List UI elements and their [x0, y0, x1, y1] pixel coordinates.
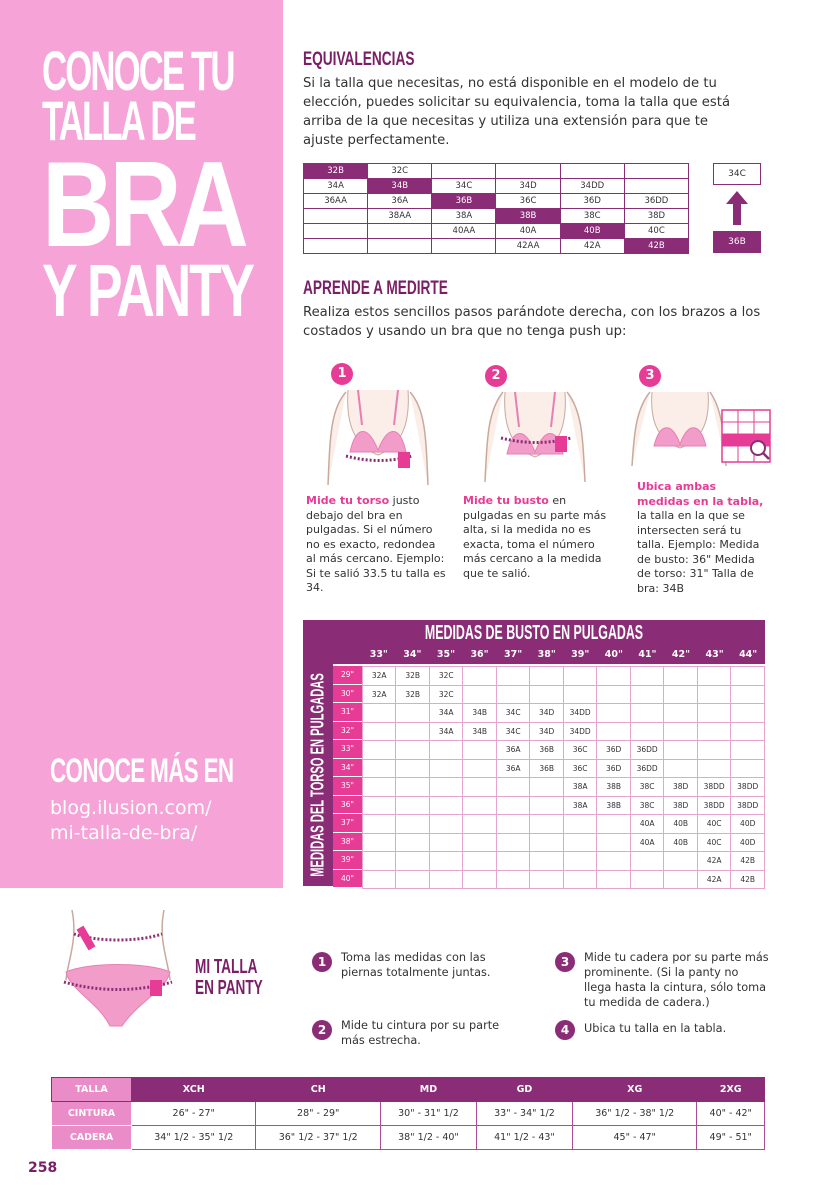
- torso-header-cell: 29": [333, 666, 362, 685]
- size-grid-cell: [530, 870, 563, 889]
- size-grid-cell: 32A: [363, 667, 396, 686]
- size-grid-cell: [363, 759, 396, 778]
- equivalence-row: [304, 209, 689, 224]
- equivalence-cell: 42B: [624, 239, 688, 254]
- size-grid-cell: [563, 833, 597, 852]
- equivalencias-title: EQUIVALENCIAS: [303, 49, 415, 70]
- size-grid-cell: 34C: [496, 704, 529, 723]
- equivalence-cell: 36DD: [624, 194, 688, 209]
- equivalence-cell: [496, 164, 560, 179]
- panty-title-line-1: MI TALLA: [195, 956, 258, 978]
- size-grid-cell: 38B: [597, 796, 630, 815]
- size-grid-cell: [363, 778, 396, 797]
- equivalence-cell: 38A: [432, 209, 496, 224]
- hero-line-1: CONOCE TU: [42, 39, 234, 102]
- step-2-rest: en pulgadas en su parte más alta, si la medida no es exacta, toma el número más cercano a la medida que te salió.: [463, 494, 607, 580]
- equivalence-cell: [624, 164, 688, 179]
- size-grid-cell: [697, 704, 731, 723]
- panty-step-3-text: Mide tu cadera por su parte más prominente. (Si la panty no llega hasta la cintura, sólo toma tu medida de cadera.): [584, 951, 769, 1009]
- aprende-text: Realiza estos sencillos pasos parándote derecha, con los brazos a los costados y usando un bra que no tenga push up:: [303, 305, 761, 339]
- size-grid-cell: [429, 815, 462, 834]
- bust-header-cell: 35": [436, 649, 456, 660]
- size-grid-cell: [664, 704, 697, 723]
- size-grid-cell: [664, 852, 697, 871]
- panty-cell: 26" - 27": [132, 1102, 256, 1126]
- size-grid-cell: 40C: [697, 815, 731, 834]
- size-grid-cell: [496, 685, 529, 704]
- size-grid-cell: [463, 833, 496, 852]
- bust-header-cell: 43": [705, 649, 724, 660]
- size-grid-cell: [530, 685, 563, 704]
- size-grid-cell: [396, 704, 429, 723]
- size-grid-cell: [530, 667, 563, 686]
- size-grid-cell: [597, 852, 630, 871]
- size-grid-row: [363, 852, 765, 871]
- bust-header-cell: 44": [739, 649, 758, 660]
- size-grid-cell: [429, 741, 462, 760]
- step-1-badge: 1: [331, 363, 353, 385]
- chart-side-header: [303, 664, 333, 886]
- size-grid-cell: 32A: [363, 685, 396, 704]
- equivalence-cell: 34DD: [560, 179, 624, 194]
- size-grid-cell: 42A: [697, 852, 731, 871]
- bust-header-cell: 37": [504, 649, 523, 660]
- bust-header-cell: 41": [638, 649, 657, 660]
- size-grid-cell: 40B: [664, 833, 697, 852]
- size-grid-cell: [363, 796, 396, 815]
- size-grid-cell: 36D: [597, 759, 630, 778]
- size-grid-row: [363, 685, 765, 704]
- equivalence-cell: 36AA: [304, 194, 368, 209]
- size-grid-cell: [396, 852, 429, 871]
- panty-cell: XG: [572, 1078, 696, 1102]
- size-grid-cell: [396, 833, 429, 852]
- panty-step-1-text: Toma las medidas con las piernas totalmente juntas.: [341, 951, 491, 979]
- panty-row-label: CADERA: [52, 1126, 132, 1150]
- equivalence-cell: 40AA: [432, 224, 496, 239]
- torso-header-cell: 36": [333, 796, 362, 815]
- panty-step-2-badge: 2: [312, 1020, 332, 1040]
- size-grid-cell: 34DD: [563, 722, 597, 741]
- size-grid-cell: [731, 685, 765, 704]
- equivalence-cell: 42AA: [496, 239, 560, 254]
- size-grid-cell: [563, 815, 597, 834]
- size-grid-cell: [363, 741, 396, 760]
- size-grid-cell: [563, 685, 597, 704]
- size-grid-cell: 38C: [630, 796, 664, 815]
- equivalence-cell: 34C: [432, 179, 496, 194]
- size-grid-cell: [530, 852, 563, 871]
- size-grid-cell: [731, 759, 765, 778]
- equivalence-cell: 40A: [496, 224, 560, 239]
- equivalence-cell: [432, 239, 496, 254]
- size-grid-cell: 40B: [664, 815, 697, 834]
- size-grid-cell: 34D: [530, 704, 563, 723]
- panty-cell: 34" 1/2 - 35" 1/2: [132, 1126, 256, 1150]
- bust-header-cell: 40": [604, 649, 623, 660]
- size-grid-cell: [597, 833, 630, 852]
- equivalence-table: [303, 163, 689, 254]
- panty-row-header: [52, 1078, 765, 1102]
- more-info-title: CONOCE MÁS EN: [50, 752, 234, 790]
- size-grid-cell: [396, 778, 429, 797]
- size-grid-cell: [697, 685, 731, 704]
- bust-header-cell: 39": [571, 649, 590, 660]
- size-grid-cell: [363, 870, 396, 889]
- size-grid-cell: [597, 722, 630, 741]
- torso-header-cell: 38": [333, 833, 362, 852]
- panty-cell: 38" 1/2 - 40": [380, 1126, 476, 1150]
- equivalence-cell: 40C: [624, 224, 688, 239]
- aprende-title: APRENDE A MEDIRTE: [303, 278, 448, 299]
- equivalence-cell: 34A: [304, 179, 368, 194]
- panty-title: [195, 957, 263, 999]
- size-grid-cell: [664, 722, 697, 741]
- size-grid-cell: [496, 852, 529, 871]
- size-grid-cell: 32C: [429, 667, 462, 686]
- step-2-badge: 2: [485, 365, 507, 387]
- size-grid-cell: [496, 778, 529, 797]
- panty-cell: CH: [256, 1078, 380, 1102]
- size-grid-cell: [463, 815, 496, 834]
- size-grid-cell: [396, 759, 429, 778]
- step-2-text: [463, 494, 608, 581]
- panty-cell: 49" - 51": [697, 1126, 765, 1150]
- equivalence-cell: [560, 164, 624, 179]
- panty-row-label: CINTURA: [52, 1102, 132, 1126]
- size-grid-cell: 36B: [530, 741, 563, 760]
- size-grid-cell: [597, 815, 630, 834]
- equivalence-cell: [304, 209, 368, 224]
- size-grid-cell: [396, 815, 429, 834]
- left-pink-panel: [0, 0, 283, 888]
- size-grid-cell: [429, 870, 462, 889]
- equivalence-example-top: 34C: [713, 163, 761, 185]
- size-grid-cell: [731, 741, 765, 760]
- size-grid-cell: 38DD: [697, 796, 731, 815]
- page-number: 258: [28, 1160, 58, 1176]
- hero-line-2: TALLA DE: [42, 89, 195, 152]
- torso-column: [333, 666, 362, 888]
- size-grid-cell: [630, 667, 664, 686]
- size-grid-cell: [429, 796, 462, 815]
- bust-header-cell: 33": [369, 649, 388, 660]
- step-3-highlight: Ubica ambas medidas en la tabla,: [637, 480, 764, 508]
- panty-row-cadera: [52, 1126, 765, 1150]
- size-grid-cell: 32B: [396, 685, 429, 704]
- size-grid-cell: [664, 667, 697, 686]
- size-grid-row: [363, 870, 765, 889]
- size-grid-row: [363, 815, 765, 834]
- step-3-badge: 3: [639, 365, 661, 387]
- size-grid-cell: [463, 741, 496, 760]
- equivalence-row: [304, 194, 689, 209]
- size-grid-cell: [563, 870, 597, 889]
- bust-header-cell: 36": [470, 649, 489, 660]
- size-grid-cell: [697, 741, 731, 760]
- size-grid-cell: 34D: [530, 722, 563, 741]
- panty-measure-illustration-icon: [58, 910, 178, 1030]
- size-grid-cell: [429, 852, 462, 871]
- size-grid-cell: [530, 833, 563, 852]
- size-grid-cell: 38DD: [731, 796, 765, 815]
- size-grid-cell: 40A: [630, 815, 664, 834]
- step-1-highlight: Mide tu torso: [306, 494, 390, 507]
- size-grid-cell: [363, 852, 396, 871]
- panty-cell: 45" - 47": [572, 1126, 696, 1150]
- size-grid-row: [363, 796, 765, 815]
- bust-header-cell: 34": [403, 649, 422, 660]
- size-grid-cell: [530, 778, 563, 797]
- equivalence-cell: [368, 224, 432, 239]
- size-grid-cell: [697, 759, 731, 778]
- size-grid-cell: [731, 704, 765, 723]
- hero-line-3: BRA: [42, 136, 244, 272]
- panty-step-2-text: Mide tu cintura por su parte más estrecha.: [341, 1019, 500, 1047]
- equivalence-cell: 38B: [496, 209, 560, 224]
- size-grid-cell: [630, 722, 664, 741]
- size-grid-cell: [396, 741, 429, 760]
- size-grid-cell: [664, 741, 697, 760]
- size-grid-cell: [630, 870, 664, 889]
- panty-row-label: TALLA: [52, 1078, 132, 1102]
- size-grid-cell: 36D: [597, 741, 630, 760]
- chart-side-title: MEDIDAS DEL TORSO EN PULGADAS: [307, 673, 328, 877]
- equivalence-cell: 42A: [560, 239, 624, 254]
- step-3-text: [637, 480, 769, 596]
- panty-cell: GD: [476, 1078, 572, 1102]
- bust-header-cell: 42": [671, 649, 691, 660]
- size-grid-row: [363, 741, 765, 760]
- size-grid-cell: [363, 833, 396, 852]
- torso-header-cell: 31": [333, 703, 362, 722]
- panty-cell: MD: [380, 1078, 476, 1102]
- size-grid-row: [363, 667, 765, 686]
- panty-step-4-text: Ubica tu talla en la tabla.: [584, 1022, 727, 1035]
- equivalence-cell: [432, 164, 496, 179]
- size-grid-cell: 42B: [731, 852, 765, 871]
- panty-cell: 2XG: [697, 1078, 765, 1102]
- torso-header-cell: 30": [333, 685, 362, 704]
- equivalence-cell: 34D: [496, 179, 560, 194]
- table-lookup-illustration-icon: [626, 374, 774, 466]
- size-grid-cell: 36B: [530, 759, 563, 778]
- equivalence-cell: 40B: [560, 224, 624, 239]
- blog-link-line-1: blog.ilusion.com/: [50, 797, 212, 819]
- size-grid-cell: [697, 722, 731, 741]
- size-grid-cell: [530, 815, 563, 834]
- size-grid-cell: [429, 833, 462, 852]
- bust-measure-illustration-icon: [475, 372, 595, 482]
- size-grid-cell: 38DD: [697, 778, 731, 797]
- size-grid-cell: [463, 852, 496, 871]
- size-grid-cell: 34A: [429, 704, 462, 723]
- size-grid-cell: 34B: [463, 704, 496, 723]
- size-grid-cell: [429, 759, 462, 778]
- torso-header-cell: 37": [333, 814, 362, 833]
- size-grid-cell: 42B: [731, 870, 765, 889]
- size-grid-cell: 32C: [429, 685, 462, 704]
- size-grid-cell: 38A: [563, 778, 597, 797]
- size-grid-cell: [630, 704, 664, 723]
- size-grid-cell: 34A: [429, 722, 462, 741]
- equivalence-cell: 38D: [624, 209, 688, 224]
- size-grid-cell: [731, 667, 765, 686]
- size-grid-cell: 36A: [496, 741, 529, 760]
- size-grid-cell: 38DD: [731, 778, 765, 797]
- equivalence-cell: 34B: [368, 179, 432, 194]
- size-grid-cell: [530, 796, 563, 815]
- blog-link[interactable]: [50, 796, 212, 846]
- panty-cell: 30" - 31" 1/2: [380, 1102, 476, 1126]
- torso-measure-illustration-icon: [318, 370, 438, 485]
- panty-size-table: [51, 1077, 765, 1150]
- panty-cell: 33" - 34" 1/2: [476, 1102, 572, 1126]
- bust-header-cell: 38": [537, 649, 556, 660]
- size-grid-cell: 40D: [731, 815, 765, 834]
- arrow-up-icon: [726, 191, 748, 225]
- equivalencias-text: Si la talla que necesitas, no está disponible en el modelo de tu elección, puedes solicitar su equivalencia, toma la talla que está arriba de la que necesitas y utiliza una extensión para que te ajuste perfectamente.: [303, 76, 731, 148]
- size-grid-row: [363, 759, 765, 778]
- size-grid-cell: [463, 870, 496, 889]
- panty-cell: 28" - 29": [256, 1102, 380, 1126]
- size-grid-cell: [496, 667, 529, 686]
- torso-header-cell: 40": [333, 870, 362, 889]
- size-grid-row: [363, 778, 765, 797]
- size-grid-cell: 36DD: [630, 759, 664, 778]
- size-grid-cell: [463, 667, 496, 686]
- step-1-rest: justo debajo del bra en pulgadas. Si el número no es exacto, redondea al más cercano. Ejemplo: Si te salió 33.5 tu talla es 34.: [306, 494, 446, 594]
- equivalence-cell: 38AA: [368, 209, 432, 224]
- size-grid-cell: [463, 685, 496, 704]
- size-grid-cell: [597, 704, 630, 723]
- panty-step-3-badge: 3: [555, 952, 575, 972]
- size-grid-cell: [496, 870, 529, 889]
- equivalence-cell: 36A: [368, 194, 432, 209]
- equivalence-row: [304, 179, 689, 194]
- equivalence-cell: [624, 179, 688, 194]
- size-grid-cell: [597, 685, 630, 704]
- panty-step-4-badge: 4: [555, 1020, 575, 1040]
- step-3-rest: la talla en la que se intersecten será tu talla. Ejemplo: Medida de busto: 36" Medida de torso: 31" Talla de bra: 34B: [637, 509, 760, 595]
- size-grid-cell: 38B: [597, 778, 630, 797]
- equivalence-row: [304, 224, 689, 239]
- size-grid-cell: [630, 685, 664, 704]
- torso-header-cell: 32": [333, 722, 362, 741]
- size-grid-cell: [664, 685, 697, 704]
- equivalence-cell: [304, 224, 368, 239]
- size-grid-cell: [563, 667, 597, 686]
- size-grid-cell: [463, 759, 496, 778]
- size-grid-cell: [597, 870, 630, 889]
- equivalence-cell: 32C: [368, 164, 432, 179]
- size-grid-cell: [697, 667, 731, 686]
- size-grid-cell: 38C: [630, 778, 664, 797]
- size-grid-row: [363, 722, 765, 741]
- size-grid-cell: 38A: [563, 796, 597, 815]
- panty-cell: XCH: [132, 1078, 256, 1102]
- equivalence-row: [304, 164, 689, 179]
- size-grid-cell: 34B: [463, 722, 496, 741]
- size-grid-cell: [563, 852, 597, 871]
- size-grid-cell: [597, 667, 630, 686]
- size-grid-cell: [664, 759, 697, 778]
- equivalence-example-bottom: 36B: [713, 231, 761, 253]
- step-2-highlight: Mide tu busto: [463, 494, 549, 507]
- equivalence-cell: 36B: [432, 194, 496, 209]
- size-grid-cell: 32B: [396, 667, 429, 686]
- size-grid-cell: [429, 778, 462, 797]
- equivalence-cell: 36D: [560, 194, 624, 209]
- size-grid-cell: 36C: [563, 759, 597, 778]
- size-grid-cell: 42A: [697, 870, 731, 889]
- panty-cell: 36" 1/2 - 38" 1/2: [572, 1102, 696, 1126]
- panty-step-1-badge: 1: [312, 952, 332, 972]
- size-grid-cell: [496, 815, 529, 834]
- size-grid-cell: [463, 778, 496, 797]
- size-grid-cell: 38D: [664, 796, 697, 815]
- hero-line-4: Y PANTY: [42, 249, 253, 332]
- panty-row-cintura: [52, 1102, 765, 1126]
- size-grid-cell: 34C: [496, 722, 529, 741]
- size-grid-cell: [496, 796, 529, 815]
- size-grid-cell: [396, 722, 429, 741]
- panty-title-line-2: EN PANTY: [195, 977, 263, 999]
- bust-header-row: [362, 646, 765, 664]
- blog-link-line-2: mi-talla-de-bra/: [50, 822, 198, 844]
- chart-title: MEDIDAS DE BUSTO EN PULGADAS: [424, 622, 644, 644]
- size-grid-cell: [731, 722, 765, 741]
- torso-header-cell: 33": [333, 740, 362, 759]
- size-grid-cell: [396, 870, 429, 889]
- size-grid-cell: 38D: [664, 778, 697, 797]
- size-grid-cell: [396, 796, 429, 815]
- size-grid-cell: 40C: [697, 833, 731, 852]
- size-grid-row: [363, 704, 765, 723]
- equivalence-cell: [368, 239, 432, 254]
- equivalence-cell: 38C: [560, 209, 624, 224]
- panty-cell: 36" 1/2 - 37" 1/2: [256, 1126, 380, 1150]
- size-grid-cell: [496, 833, 529, 852]
- step-1-text: [306, 494, 446, 596]
- equivalence-cell: [304, 239, 368, 254]
- size-grid-cell: [630, 852, 664, 871]
- equivalence-row: [304, 239, 689, 254]
- size-grid-cell: [363, 815, 396, 834]
- panty-cell: 40" - 42": [697, 1102, 765, 1126]
- torso-header-cell: 39": [333, 851, 362, 870]
- size-grid-cell: 34DD: [563, 704, 597, 723]
- panty-cell: 41" 1/2 - 43": [476, 1126, 572, 1150]
- size-grid-cell: 36C: [563, 741, 597, 760]
- size-grid-cell: 40D: [731, 833, 765, 852]
- torso-header-cell: 35": [333, 777, 362, 796]
- size-grid-cell: [463, 796, 496, 815]
- size-grid-cell: [363, 704, 396, 723]
- torso-header-cell: 34": [333, 759, 362, 778]
- size-grid-row: [363, 833, 765, 852]
- size-grid-cell: [664, 870, 697, 889]
- size-grid: [362, 666, 765, 889]
- equivalence-cell: 32B: [304, 164, 368, 179]
- size-grid-cell: 36A: [496, 759, 529, 778]
- size-grid-cell: [363, 722, 396, 741]
- equivalence-cell: 36C: [496, 194, 560, 209]
- size-grid-cell: 40A: [630, 833, 664, 852]
- size-grid-cell: 36DD: [630, 741, 664, 760]
